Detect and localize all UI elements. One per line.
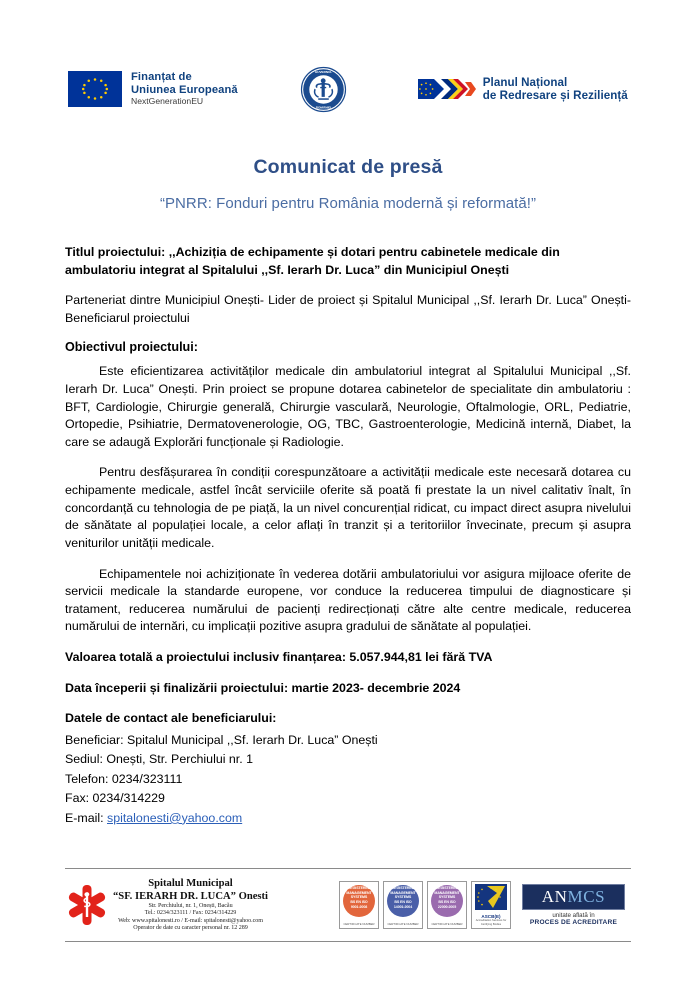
hospital-text-block — [113, 878, 268, 932]
contact-email-label: E-mail: — [65, 810, 107, 825]
pnrr-logo-line1: Planul Național — [482, 75, 568, 89]
hospital-address: Str. Perchiului, nr. 1, Onești, Bacău — [148, 903, 233, 910]
pnrr-chevrons-icon — [417, 73, 477, 105]
footer-divider-top — [65, 868, 631, 869]
ascb-label: ASCB(E) — [481, 914, 501, 919]
ascb-sub: Accreditation Services for Certifying Bodies — [475, 919, 507, 926]
anmcs-word-part2: MCS — [567, 887, 606, 906]
svg-text:ROMÂNIEI: ROMÂNIEI — [315, 104, 331, 109]
page-title: Comunicat de presă — [253, 156, 443, 178]
objective-heading: Obiectivul proiectului: — [65, 340, 198, 355]
project-title-paragraph: Titlul proiectului: ,,Achiziția de echipamente și dotari pentru cabinetele medicale din ambulatoriu integrat al Spitalului ,,Sf. Ierarh Dr. Luca” din Municipiul Onești — [65, 245, 560, 277]
iso2-line3: SYSTEMS — [394, 895, 412, 900]
hospital-phone-fax: Tel.: 0234/323111 / Fax: 0234/314229 — [144, 910, 237, 917]
contact-beneficiary: Beneficiar: Spitalul Municipal ,,Sf. Ierarh Dr. Luca” Onești — [65, 732, 378, 747]
eu-stars-icon — [68, 71, 122, 107]
romanian-government-seal-icon — [300, 66, 347, 113]
header-logo-bar — [65, 0, 631, 120]
certification-badges — [339, 881, 625, 929]
iso-badge-9001-icon — [339, 881, 379, 929]
iso-badge-22000-icon — [427, 881, 467, 929]
eu-flag-icon — [68, 71, 122, 107]
anmcs-word-part1: AN — [541, 887, 568, 906]
contact-address: Sediul: Onești, Str. Perchiului nr. 1 — [65, 752, 254, 767]
anmcs-sub2: PROCES DE ACREDITARE — [529, 919, 618, 926]
contact-phone: Telefon: 0234/323111 — [65, 771, 183, 786]
iso-badge-14001-icon — [383, 881, 423, 929]
star-of-life-icon — [65, 883, 109, 927]
eu-funding-logo — [68, 71, 238, 107]
iso2-line2: MANAGEMENT — [390, 890, 416, 895]
iso3-line5: 22000:2005 — [437, 904, 457, 909]
iso1-line5: 9001:2008 — [350, 904, 368, 909]
anmcs-sub1: unitate aflată în — [552, 912, 595, 919]
contact-email-row — [65, 810, 631, 827]
pnrr-logo-text — [483, 76, 628, 103]
contact-heading: Datele de contact ale beneficiarului: — [65, 711, 277, 726]
anmcs-badge — [522, 884, 625, 926]
hospital-identity — [65, 878, 333, 932]
conditions-paragraph: Pentru desfășurarea în condiții corespunzătoare a activității medicale este necesară dotarea cu echipamente medicale, astfel încât serviciile oferite să poată fi prestate la un nivel calitativ înalt, în concordanță cu tehnologia de pe piață, la un nivel concurențial ridicat, cu impact direct asupra nivelului de sănătate al populației locale, a celor aflați în tranzit și a teritoriilor învecinate, precum și asupra veniturilor unității medicale. — [65, 465, 631, 550]
footer-divider-bottom — [65, 941, 631, 942]
eu-logo-line3: NextGenerationEU — [131, 96, 204, 107]
iso2-line1: REGISTERED — [391, 886, 415, 890]
iso2-footer: CERTIFICATE NUMBER — [387, 922, 419, 926]
partnership-paragraph: Parteneriat dintre Municipiul Onești- Lider de proiect și Spitalul Municipal ,,Sf. Ierarh Dr. Luca” Onești- Beneficiarul proiectului — [65, 293, 631, 325]
hospital-data-operator: Operator de date cu caracter personal nr. 12 289 — [133, 924, 248, 931]
iso3-line1: REGISTERED — [435, 886, 459, 890]
anmcs-box — [522, 884, 625, 910]
iso2-line4: BS EN ISO — [394, 900, 412, 905]
eu-logo-text — [131, 71, 238, 107]
project-dates-paragraph: Data începerii și finalizării proiectului: martie 2023- decembrie 2024 — [65, 680, 461, 695]
eu-logo-line1: Finanțat de — [131, 70, 192, 83]
iso3-line4: BS EN ISO — [438, 900, 456, 905]
iso1-line4: BS EN ISO — [350, 900, 368, 905]
hospital-name-line2: “SF. IERARH DR. LUCA” Onesti — [113, 890, 269, 902]
contact-email-link[interactable]: spitalonesti@yahoo.com — [107, 810, 243, 825]
anmcs-wordmark — [523, 888, 624, 905]
footer-letterhead — [65, 868, 631, 942]
document-body — [65, 244, 631, 826]
total-value-paragraph: Valoarea totală a proiectului inclusiv finanțarea: 5.057.944,81 lei fără TVA — [65, 649, 493, 664]
iso3-footer: CERTIFICATE NUMBER — [431, 922, 463, 926]
svg-text:GUVERNUL: GUVERNUL — [314, 69, 332, 74]
iso3-line3: SYSTEMS — [438, 895, 456, 900]
ascb-accreditation-badge-icon — [471, 881, 511, 929]
equipment-paragraph: Echipamentele noi achiziționate în vederea dotării ambulatoriului vor asigura mijloace oferite de servicii medicale la standarde europene, vor conduce la reducerea timpului de diagnosticare și tratament, reducerea numărului de pacienți redirecționați către alte centre medicale, reducerea numărului de internări, cu implicații pozitive asupra gradului de sănătate al populației. — [65, 566, 631, 634]
iso1-line1: REGISTERED — [347, 886, 371, 890]
hospital-name-line1: Spitalul Municipal — [148, 878, 233, 890]
eu-logo-line2: Uniunea Europeană — [131, 83, 238, 96]
pnrr-logo-line2: de Redresare și Reziliență — [482, 89, 628, 102]
hospital-web-email: Web: www.spitalonesti.ro / E-mail: spitalonesti@yahoo.com — [118, 917, 263, 924]
iso2-line5: 14001:2004 — [393, 904, 413, 909]
pnrr-logo — [417, 73, 628, 105]
iso3-line2: MANAGEMENT — [434, 890, 460, 895]
footer-content — [65, 874, 631, 936]
iso1-footer: CERTIFICATE NUMBER — [343, 922, 375, 926]
iso1-line2: MANAGEMENT — [346, 890, 372, 895]
iso1-line3: SYSTEMS — [350, 895, 368, 900]
objective-paragraph: Este eficientizarea activităților medicale din ambulatoriul integrat al Spitalului Municipal ,,Sf. Ierarh Dr. Luca” Onești. Prin proiect se propune dotarea cabinetelor de specialitate din ambulatoriu : BFT, Cardiologie, Chirurgie generală, Chirurgie vasculară, Neurologie, Oftalmologie, ORL, Pediatrie, Ortopedie, Psihiatrie, Dermatovenerologie, OG, TBC, Gastroenterologie, Medicină internă, Diabet, la care se adaugă Explorări funcționale și Radiologie. — [65, 364, 631, 449]
contact-fax: Fax: 0234/314229 — [65, 791, 165, 806]
page-subtitle: “PNRR: Fonduri pentru România modernă și reformată!” — [159, 195, 537, 212]
